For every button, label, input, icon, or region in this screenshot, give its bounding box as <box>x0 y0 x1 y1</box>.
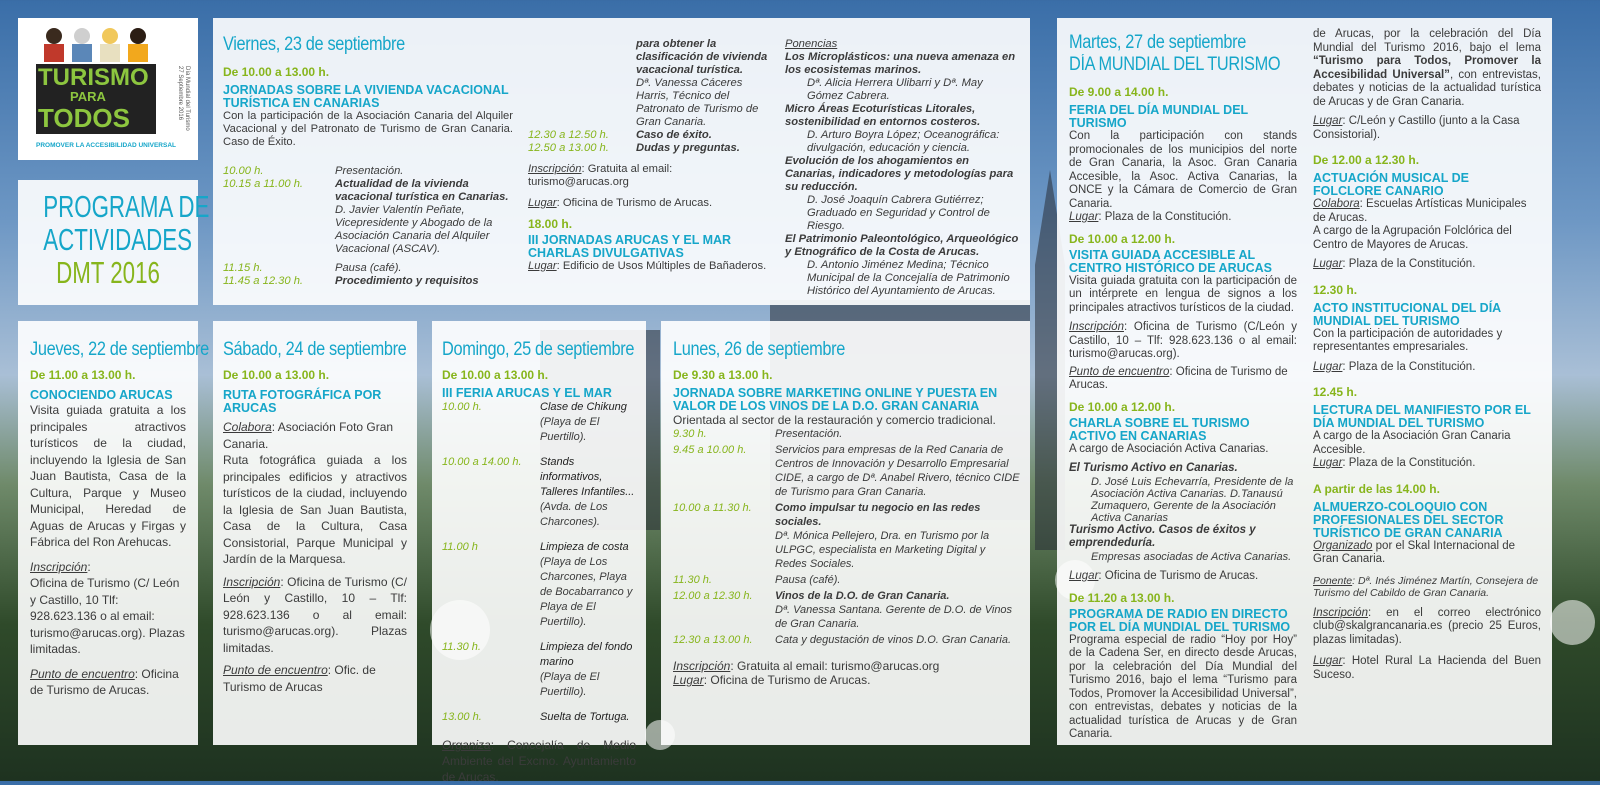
label: Inscripción <box>1069 321 1124 333</box>
time-label: A partir de las 14.00 h. <box>1313 481 1440 496</box>
talk-title: Micro Áreas Ecoturísticas Litorales, sostenibilidad en entornos costeros. <box>785 103 981 128</box>
event-description: Programa especial de radio “Hoy por Hoy” de la Cadena Ser, en directo desde Arucas, por la celebración del Día Mundial del Turismo 2016, bajo el lema “Turismo para Todos, Promover la Accesibilidad Universal”, con entrevistas, debates y noticias de la actualidad turística de Arucas y de Gran Canaria. <box>1069 633 1297 740</box>
event-title: RUTA FOTOGRÁFICA POR ARUCAS <box>223 388 382 415</box>
time-label: De 9.00 a 14.00 h. <box>1069 85 1169 99</box>
talk-title: El Patrimonio Paleontológico, Arqueológico y Etnográfico de la Costa de Arucas. <box>785 233 1019 258</box>
talk-speaker: D. José Luis Echevarría, Presidente de la Asociación Activa Canarias. D.Tanausú Zumaquero, Gerente de la Asociación Activa Canarias <box>1091 475 1294 524</box>
event-title: JORNADA SOBRE MARKETING ONLINE Y PUESTA EN VALOR DE LOS VINOS DE LA D.O. GRAN CANARIA <box>673 386 998 413</box>
value: : Plaza de la Constitución. <box>1098 211 1232 223</box>
sunday-panel <box>432 321 646 784</box>
label: Organizado <box>1313 539 1373 552</box>
value: : Oficina de Turismo de Arucas. <box>556 197 713 209</box>
logo-side-1: Día Mundial del Turismo <box>184 66 190 131</box>
event-description: A cargo de la Asociación Gran Canaria Accesible. <box>1313 430 1511 456</box>
program-line-1: PROGRAMA DE <box>43 189 210 224</box>
schedule-time: 10.00 a 14.00 h. <box>442 456 522 468</box>
day-heading: Domingo, 25 de septiembre <box>442 339 635 360</box>
schedule-time: 9.30 h. <box>673 428 707 440</box>
event-title: ACTO INSTITUCIONAL DEL DÍA MUNDIAL DEL TURISMO <box>1313 300 1501 328</box>
schedule-time: 12.50 a 13.00 h. <box>528 142 609 154</box>
label: Punto de encuentro <box>30 666 135 681</box>
talk-speaker: Dª. Alicia Herrera Ulibarri y Dª. May Gómez Cabrera. <box>807 77 983 102</box>
time-label: De 10.00 a 13.00 h. <box>223 368 330 382</box>
day-heading: Jueves, 22 de septiembre <box>30 339 209 360</box>
value[interactable]: : Gratuita al email: turismo@arucas.org <box>730 659 940 673</box>
schedule-time: 10.00 h. <box>223 165 264 177</box>
value: : Concejalía de Medio Ambiente del Excmo. Ayuntamiento de Arucas. <box>442 738 636 784</box>
value: : Hotel Rural La Hacienda del Buen Suceso. <box>1313 655 1541 681</box>
value: : Dª. Inés Jiménez Martín, Consejera de Turismo del Cabildo de Gran Canaria. <box>1313 574 1539 599</box>
label: Lugar <box>673 673 704 687</box>
schedule-item: Cata y degustación de vinos D.O. Gran Canaria. <box>775 634 1012 646</box>
schedule-item: Presentación. <box>335 165 404 177</box>
monday-panel <box>661 321 1030 745</box>
schedule-item: Pausa (café). <box>775 574 841 586</box>
event-title: CHARLA SOBRE EL TURISMO ACTIVO EN CANARIAS <box>1069 415 1250 443</box>
logo-side-2: 27 Septiembre 2016 <box>177 66 183 121</box>
time-label: De 12.00 a 12.30 h. <box>1313 153 1420 167</box>
logo-turismo: TURISMO <box>38 64 149 91</box>
value: : Oficina de Turismo de Arucas. <box>1069 365 1288 391</box>
day-subheading: DÍA MUNDIAL DEL TURISMO <box>1069 54 1281 75</box>
event-title: JORNADAS SOBRE LA VIVIENDA VACACIONAL TURÍSTICA EN CANARIAS <box>223 83 509 110</box>
event-title: FERIA DEL DÍA MUNDIAL DEL TURISMO <box>1069 103 1248 130</box>
talk-speaker: D. Antonio Jiménez Medina; Técnico Municipal de la Concejalía de Patrimonio Histórico del Ayuntamiento de Arucas. <box>807 259 1010 297</box>
label: Inscripción <box>30 559 88 574</box>
value: : Plaza de la Constitución. <box>1342 360 1476 373</box>
talk-speaker: D. Arturo Boyra López; Oceanográfica: divulgación, educación y ciencia. <box>807 129 1000 154</box>
schedule <box>528 129 768 155</box>
label: Inscripción <box>673 659 731 673</box>
time-label: De 10.00 a 12.00 h. <box>1069 399 1176 414</box>
value[interactable]: : Oficina de Turismo (C/León y Castillo, 10 – Tlf: 928.623.136 o al email: turismo@arucas.org). <box>1069 321 1297 360</box>
label: Inscripción <box>528 163 582 175</box>
talk-title: Turismo Activo. Casos de éxitos y emprendeduría. <box>1069 523 1256 549</box>
label: Lugar <box>1069 211 1099 223</box>
time-label: De 10.00 a 13.00 h. <box>442 368 549 382</box>
label: Lugar <box>1313 115 1343 127</box>
day-heading: Lunes, 26 de septiembre <box>673 339 845 360</box>
schedule-time: 12.00 a 12.30 h. <box>673 590 753 602</box>
label: Lugar <box>1313 655 1343 667</box>
time-label: De 10.00 a 13.00 h. <box>223 65 330 79</box>
schedule-item: Clase de Chikung <box>540 401 627 413</box>
event-description-continued: de Arucas, por la celebración del Día Mundial del Turismo 2016, bajo el lema “Turismo para Todos, Promover la Accesibilidad Universal”, con entrevistas, debates y noticias de la actualidad turística de Arucas y de Gran Canaria. <box>1313 28 1541 108</box>
day-heading: Sábado, 24 de septiembre <box>223 339 407 360</box>
event-description: A cargo de la Agrupación Folclórica del Centro de Mayores de Arucas. <box>1313 225 1512 251</box>
event-description: Ruta fotográfica guiada a los principales edificios y atractivos turísticos de la ciudad, incluyendo la Iglesia de San Juan Bautista, Casa de la Cultura, Casa Consistorial, Parque Municipal y Jardín de la Marquesa. <box>223 453 407 566</box>
schedule-item: para obtener la clasificación de vivienda vacacional turística. <box>636 38 768 76</box>
event-description: Visita guiada gratuita con la participación de un intérprete en lengua de signos a los principales atractivos turísticos de la ciudad. <box>1069 274 1297 314</box>
schedule-item: Presentación. <box>775 428 843 440</box>
event-description: Orientada al sector de la restauración y comercio tradicional. <box>673 413 996 427</box>
schedule-time: 12.30 a 12.50 h. <box>528 129 609 141</box>
thursday-panel: Jueves, 22 de septiembre De 11.00 a 13.00 h. CONOCIENDO ARUCAS Visita guiada gratuita a los principales atractivos turísticos de la ciudad, incluyendo la Iglesia de San Juan Bautista, Casa de la Cultura, Parque y Museo Municipal, Heredad de Aguas de Arucas y Firgas y Fábrica del Ron Arehucas. Inscripción: Oficina de Turismo (C/ León y Castillo, 10 Tlf: 928.623.136 o al email: turismo@arucas.org). Plazas limitadas. Punto de encuentro: Oficina de Turismo de Arucas. <box>18 321 198 745</box>
event-description: Con la participación de la Asociación Canaria del Alquiler Vacacional y del Patronato de Turismo de Gran Canaria. Caso de Éxito. <box>223 110 513 148</box>
event-title: CONOCIENDO ARUCAS <box>30 388 173 402</box>
talk-speaker: Empresas asociadas de Activa Canarias. <box>1091 550 1292 563</box>
time-label: De 11.20 a 13.00 h. <box>1069 590 1175 605</box>
label: Lugar <box>1069 570 1099 582</box>
label: Lugar <box>528 260 557 272</box>
talk-speaker: D. José Joaquín Cabrera Gutiérrez; Graduado en Seguridad y Control de Riesgo. <box>807 194 990 232</box>
talk-title: Los Microplásticos: una nueva amenaza en los ecosistemas marinos. <box>785 51 1016 76</box>
talk-title: Evolución de los ahogamientos en Canarias, indicadores y metodologías para su reducción. <box>785 155 1014 193</box>
event-description: Visita guiada gratuita a los principales atractivos turísticos de la ciudad, incluyendo la Iglesia de San Juan Bautista, Casa de la Cultura, Parque y Museo Municipal, Heredad de Aguas de Arucas y Firgas y Fábrica del Ron Arehucas. <box>30 403 186 549</box>
schedule-speaker: Dª. Vanessa Cáceres Harris, Técnico del Patronato de Turismo de Gran Canaria. <box>636 77 759 128</box>
label: Lugar <box>1313 457 1343 469</box>
time-label: 18.00 h. <box>528 217 573 231</box>
schedule-speaker: D. Javier Valentín Peñate, Vicepresidente y Abogado de la Asociación Canaria del Alquiler Vacacional (ASCAV). <box>335 204 493 255</box>
event-title: ACTUACIÓN MUSICAL DE FOLCLORE CANARIO <box>1313 171 1470 198</box>
logo-bottom-text: PROMOVER LA ACCESIBILIDAD UNIVERSAL <box>36 142 176 149</box>
value: Oficina de Turismo de Arucas. <box>30 666 179 697</box>
schedule-item: Pausa (café). <box>335 262 402 274</box>
schedule-time: 13.00 h. <box>442 711 482 723</box>
label: Organiza <box>442 738 491 752</box>
value[interactable]: Oficina de Turismo (C/ León y Castillo, 10 Tlf: 928.623.136 o al email: turismo@arucas.org). Plazas limitadas. <box>30 576 185 656</box>
people-illustration-icon <box>40 26 150 64</box>
label: Ponente <box>1313 574 1353 587</box>
schedule-time: 11.15 h. <box>223 262 263 274</box>
schedule <box>673 427 1020 647</box>
schedule-item: Caso de éxito. <box>636 129 712 141</box>
event-description: A cargo de Asociación Activa Canarias. <box>1069 442 1269 455</box>
schedule-time: 11.30 h. <box>442 641 481 653</box>
tuesday-panel <box>1057 18 1552 745</box>
schedule-time: 10.15 a 11.00 h. <box>223 178 304 190</box>
schedule-time: 10.00 a 11.30 h. <box>673 502 752 514</box>
time-label: De 9.30 a 13.00 h. <box>673 368 773 382</box>
value[interactable]: : Oficina de Turismo (C/ León y Castillo, 10 – Tlf: 928.623.136 o al email: turismo@arucas.org). Plazas limitadas. <box>223 574 407 655</box>
value[interactable]: : Gratuita al email: turismo@arucas.org <box>528 163 673 188</box>
value: : Edificio de Usos Múltiples de Bañaderos. <box>556 260 767 272</box>
event-title: III JORNADAS ARUCAS Y EL MAR CHARLAS DIVULGATIVAS <box>528 233 732 260</box>
label: Punto de encuentro <box>223 663 328 677</box>
schedule-speaker: Dª. Mónica Pellejero, Dra. en Turismo por la ULPGC, especialista en Marketing Digital y Redes Sociales. <box>775 530 990 570</box>
value: : Escuelas Artísticas Municipales de Arucas. <box>1313 198 1527 224</box>
turismo-para-todos-logo <box>18 18 198 160</box>
value: : Asociación Foto Gran Canaria. <box>223 420 394 451</box>
event-description: Con la participación de autoridades y representantes empresariales. <box>1313 327 1503 353</box>
value: por el Skal Internacional de Gran Canaria. <box>1313 539 1516 565</box>
logo-todos: TODOS <box>38 103 130 133</box>
event-title: VISITA GUIADA ACCESIBLE AL CENTRO HISTÓRICO DE ARUCAS <box>1069 247 1273 275</box>
schedule-item: Vinos de la D.O. de Gran Canaria. <box>775 590 950 602</box>
talk-title: El Turismo Activo en Canarias. <box>1069 462 1238 474</box>
value: : Oficina de Turismo de Arucas. <box>703 673 871 687</box>
label: Colabora <box>223 420 272 434</box>
schedule-item: Servicios para empresas de la Red Canaria de Centros de Innovación y Desarrollo Empresarial CIDE, a cargo de Dª. Anabel Rivero, técnico CIDE de Turismo para Gran Canaria. <box>775 444 1020 498</box>
value: : Plaza de la Constitución. <box>1342 457 1476 469</box>
schedule-item: Suelta de Tortuga. <box>540 711 630 723</box>
saturday-panel <box>213 321 417 745</box>
event-title: III FERIA ARUCAS Y EL MAR <box>442 386 612 400</box>
schedule-place: (Avda. de Los Charcones). <box>540 501 608 528</box>
program-title <box>18 180 210 305</box>
event-title: LECTURA DEL MANIFIESTO POR EL DÍA MUNDIAL DEL TURISMO <box>1313 403 1531 430</box>
schedule-time: 11.00 h <box>442 541 478 553</box>
time-label: De 11.00 a 13.00 h. <box>30 368 136 382</box>
value: : Ofic. de Turismo de Arucas <box>223 663 376 694</box>
friday-panel <box>213 18 1030 305</box>
day-heading: Viernes, 23 de septiembre <box>223 34 405 55</box>
schedule-item: Stands informativos, Talleres Infantiles... <box>540 456 635 498</box>
label: Colabora <box>1313 198 1360 210</box>
label: Inscripción <box>223 574 281 589</box>
schedule-place: (Playa de El Puertillo). <box>540 671 600 698</box>
program-line-2: ACTIVIDADES <box>43 222 193 257</box>
program-line-3: DMT 2016 <box>56 255 160 290</box>
label: Lugar <box>528 197 557 209</box>
value[interactable]: : en el correo electrónico club@skalgrancanaria.es (precio 25 Euros, plazas limitadas). <box>1313 606 1541 646</box>
value: : Plaza de la Constitución. <box>1342 258 1476 270</box>
schedule <box>223 165 513 288</box>
time-label: 12.30 h. <box>1313 282 1358 297</box>
value: : C/León y Castillo (junto a la Casa Consistorial). <box>1313 115 1520 141</box>
schedule <box>442 400 636 725</box>
label: Lugar <box>1313 360 1343 373</box>
schedule-item: Limpieza del fondo marino <box>540 641 633 668</box>
schedule-item: Dudas y preguntas. <box>636 142 740 154</box>
schedule-item: Procedimiento y requisitos <box>335 275 479 287</box>
schedule-place: (Playa de Los Charcones, Playa de Bocabarranco y Playa de El Puertillo). <box>540 556 633 628</box>
schedule-item: Limpieza de costa <box>540 541 629 553</box>
event-title: PROGRAMA DE RADIO EN DIRECTO POR EL DÍA MUNDIAL DEL TURISMO <box>1069 606 1291 634</box>
value: : Oficina de Turismo de Arucas. <box>1098 570 1259 582</box>
event-title: ALMUERZO-COLOQUIO CON PROFESIONALES DEL SECTOR TURÍSTICO DE GRAN CANARIA <box>1313 499 1504 540</box>
schedule-time: 10.00 h. <box>442 401 482 413</box>
schedule-speaker: Dª. Vanessa Santana. Gerente de D.O. de Vinos de Gran Canaria. <box>775 604 1013 630</box>
schedule-time: 9.45 a 10.00 h. <box>673 444 747 456</box>
schedule-item: Actualidad de la vivienda vacacional turística en Canarias. <box>335 178 509 203</box>
schedule-time: 12.30 a 13.00 h. <box>673 634 753 646</box>
logo-para: PARA <box>70 89 106 104</box>
event-description: Con la participación con stands promocionales de los municipios del norte de Gran Canaria, la Asoc. Gran Canaria Accesible, la Asoc. Activa Canarias, la ONCE y la Cámara de Comercio de Gran Canaria. <box>1069 130 1297 210</box>
label: Lugar <box>1313 258 1343 270</box>
time-label: De 10.00 a 12.00 h. <box>1069 231 1176 246</box>
day-heading: Martes, 27 de septiembre <box>1069 32 1247 53</box>
schedule-place: (Playa de El Puertillo). <box>540 416 600 443</box>
time-label: 12.45 h. <box>1313 385 1358 399</box>
schedule-item: Como impulsar tu negocio en las redes sociales. <box>775 502 981 528</box>
schedule-time: 11.45 a 12.30 h. <box>223 275 304 287</box>
label: Ponencias <box>785 38 838 50</box>
label: Inscripción <box>1313 606 1368 619</box>
schedule-time: 11.30 h. <box>673 574 712 586</box>
label: Punto de encuentro <box>1069 365 1170 378</box>
